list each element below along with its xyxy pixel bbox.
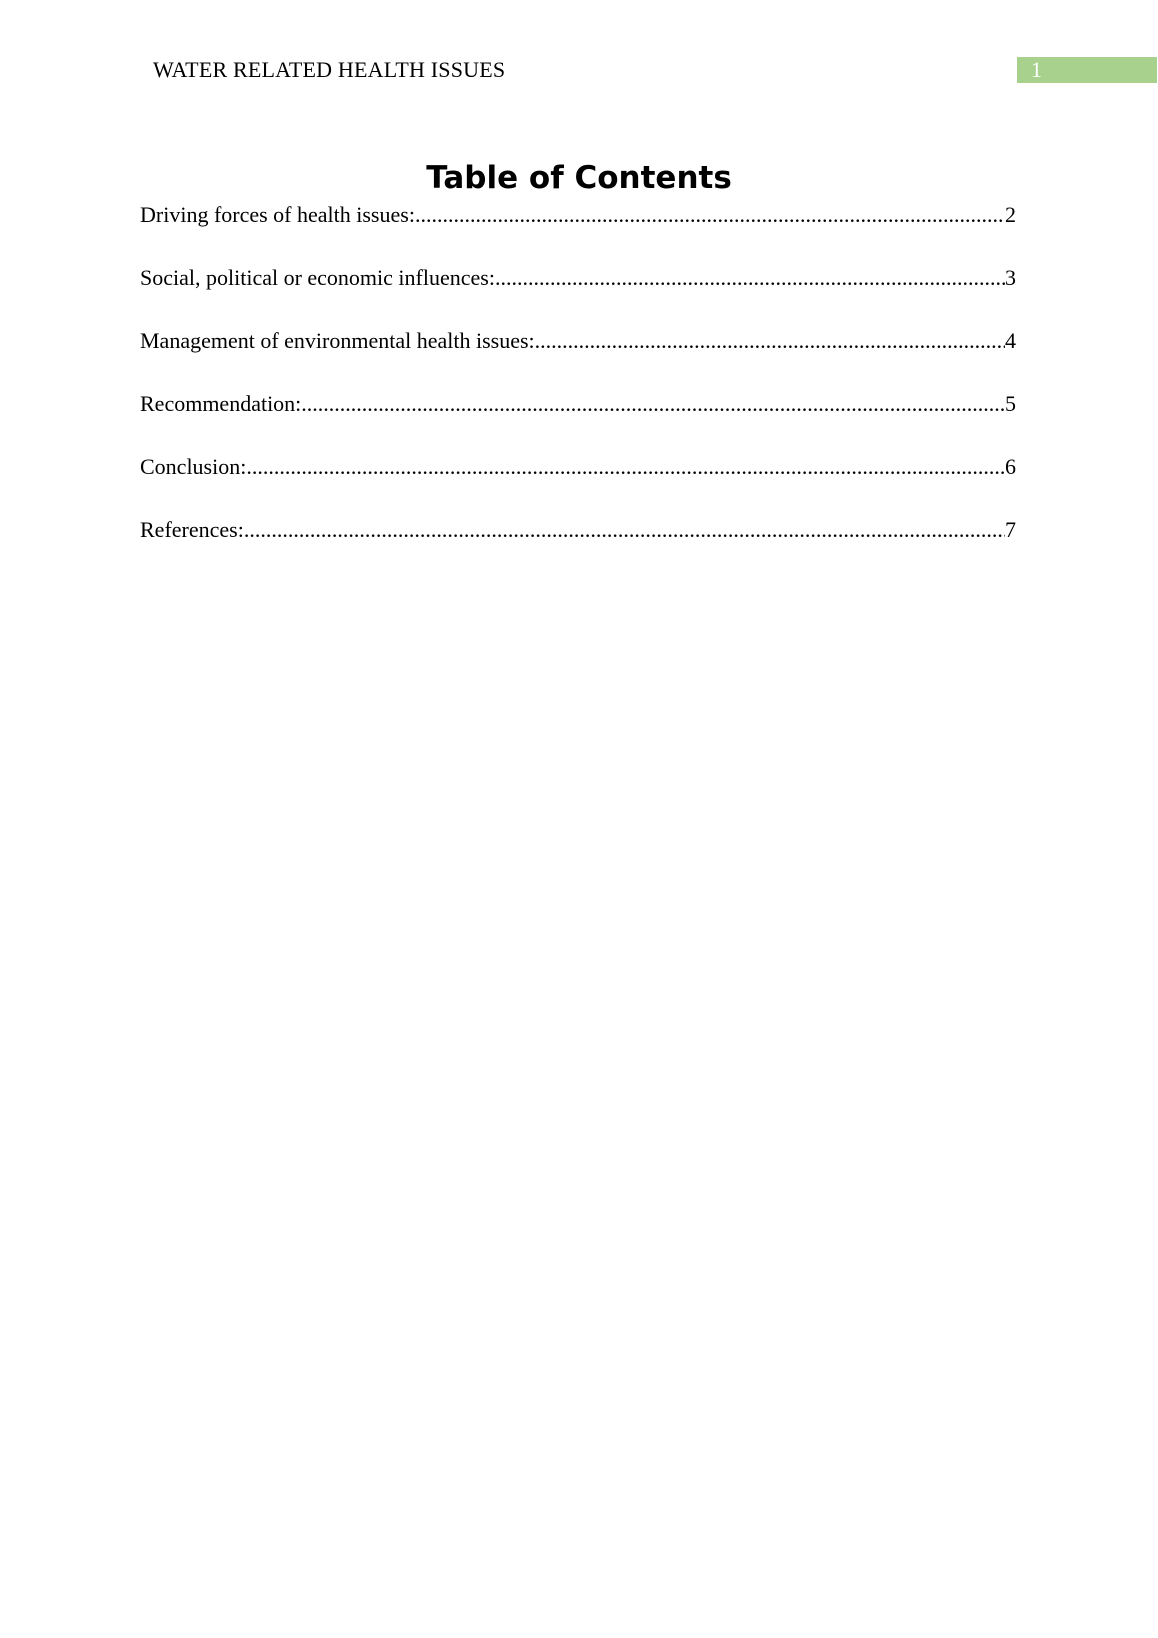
page-header: [0, 0, 1158, 110]
toc-entry-page: 6: [1005, 454, 1016, 479]
toc-dot-leader: [495, 263, 1005, 293]
toc-entry-conclusion[interactable]: [140, 452, 1016, 515]
toc-entry-recommendation[interactable]: [140, 389, 1016, 452]
toc-entry-driving-forces[interactable]: [140, 200, 1016, 263]
toc-dot-leader: [246, 452, 1005, 482]
toc-entry-label: Driving forces of health issues:: [140, 202, 415, 227]
toc-dot-leader: [301, 389, 1005, 419]
toc-list: [140, 200, 1016, 578]
toc-entry-label: Social, political or economic influences:: [140, 265, 495, 290]
page-number: 1: [1031, 57, 1042, 82]
toc-entry-label: Conclusion:: [140, 454, 247, 479]
toc-entry-references[interactable]: [140, 515, 1016, 578]
toc-entry-label: Recommendation:: [140, 391, 302, 416]
toc-entry-page: 5: [1005, 391, 1016, 416]
toc-entry-page: 4: [1005, 328, 1016, 353]
toc-dot-leader: [415, 200, 1005, 230]
running-head: WATER RELATED HEALTH ISSUES: [153, 57, 506, 82]
toc-entry-page: 2: [1005, 202, 1016, 227]
toc-dot-leader: [244, 515, 1005, 545]
toc-entry-label: References:: [140, 517, 244, 542]
toc-title: Table of Contents: [426, 160, 732, 196]
toc-entry-page: 3: [1005, 265, 1016, 290]
toc-entry-label: Management of environmental health issues:: [140, 328, 535, 353]
toc-entry-management[interactable]: [140, 326, 1016, 389]
toc-dot-leader: [535, 326, 1005, 356]
page-number-badge: [1017, 57, 1157, 83]
toc-entry-page: 7: [1005, 517, 1016, 542]
toc-entry-influences[interactable]: [140, 263, 1016, 326]
